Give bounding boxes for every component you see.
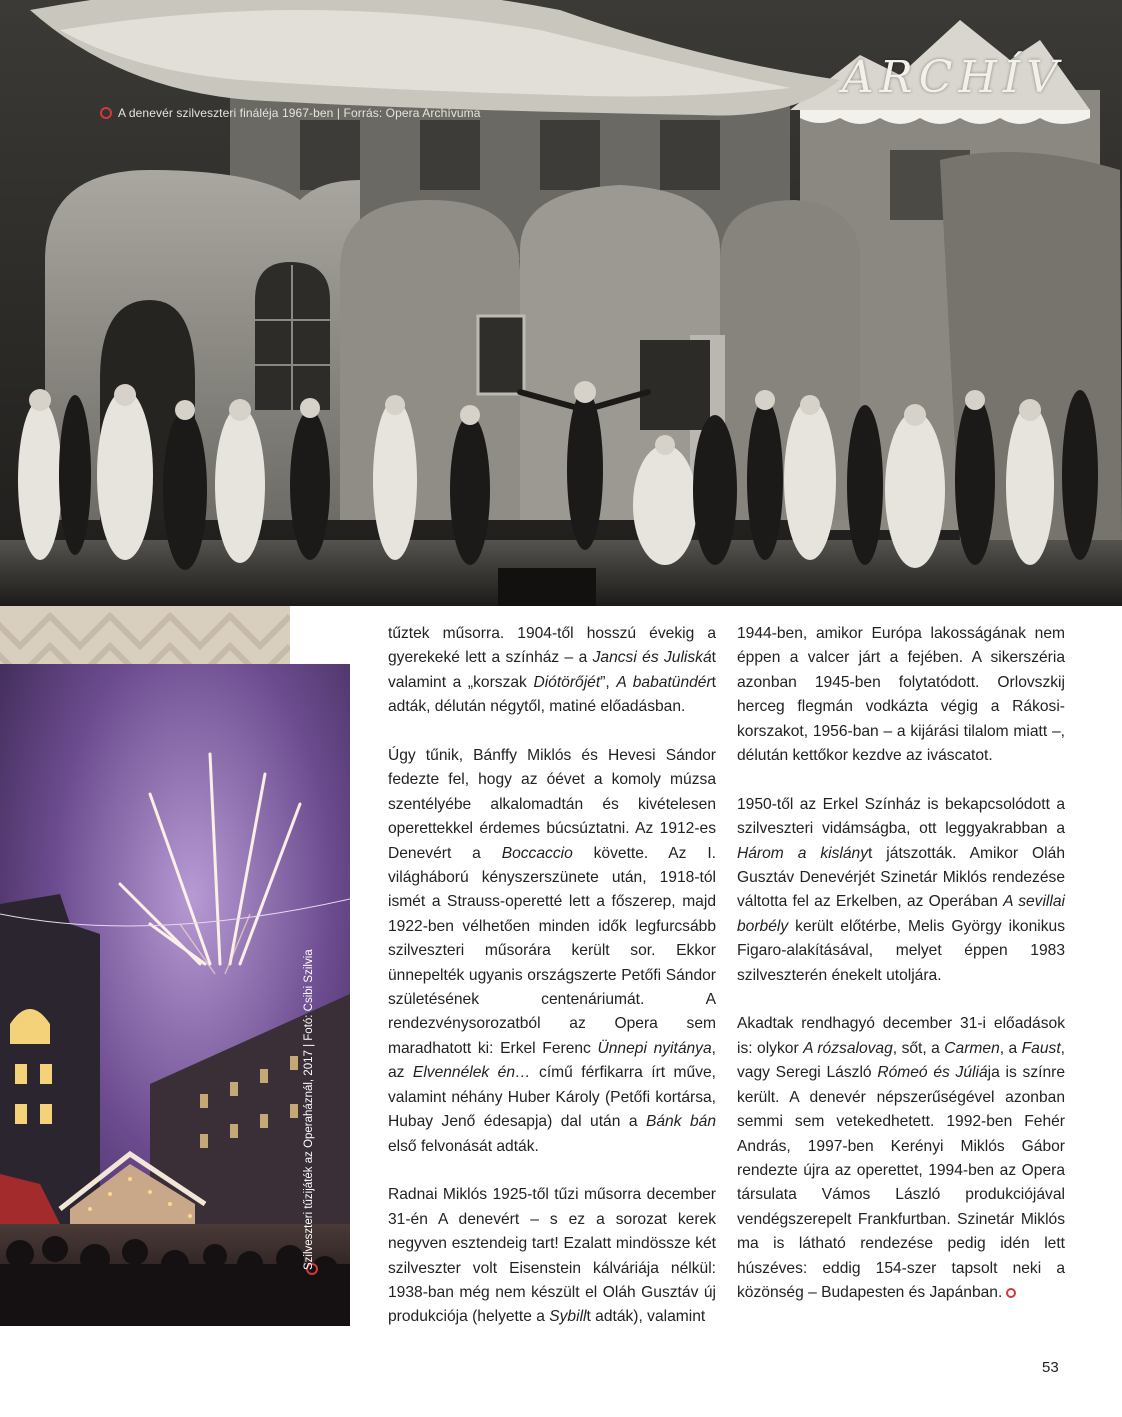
page-number: 53 xyxy=(1042,1359,1059,1376)
text-column-right xyxy=(737,622,1065,1305)
italic-title-text: Elvennélek én… xyxy=(412,1064,531,1082)
paragraph-text: t játszották. Amikor Oláh Gusztáv Denevérjét Szinetár Miklós rendezése váltotta fel az Erkelben, az Operában xyxy=(737,844,1065,911)
text-column-left xyxy=(388,622,716,1330)
paragraph-text: ja is színre került. A denevér népszerűségével azonban semmi sem vetekedhetett. 1992-ben Fehér András, 1997-ben Kerényi Miklós Gábor rendezte újra az operettet, 1994-ben az Opera társulata Vámos László produkciójával vendégszerepelt Frankfurtban. Szinetár Miklós ma is látható rendezése pedig idén lett húszéves: eddig 154-szer tapsolt neki a közönség – Budapesten és Japánban. xyxy=(737,1064,1065,1301)
paragraph-text: Akadtak rendhagyó december 31-i előadások is: olykor xyxy=(737,1015,1065,1057)
paragraph-text: t adták), valamint xyxy=(586,1308,706,1326)
paragraph-text: t valamint a „korszak xyxy=(388,649,716,691)
paragraph-text: , sőt, a xyxy=(892,1039,945,1057)
paragraph-text: 1950-től az Erkel Színház is bekapcsolódott a szilveszteri vidámságba, ott leggyakrabban a xyxy=(737,795,1065,838)
italic-title-text: A babatündér xyxy=(616,673,712,691)
paragraph-text: 1944-ben, amikor Európa lakosságának nem éppen a valcer járt a fejében. A sikerszéria azonban 1945-ben folytatódott. Orlovszkij herceg flegmán vodkázta végig a Rákosi-korszakot, 1956-ban – a kijárási tilalom miatt –, délután kettőkor kezdve az iváscatot. xyxy=(737,625,1065,765)
caption-marker-icon xyxy=(100,107,112,119)
italic-title-text: Faust xyxy=(1021,1039,1061,1057)
body-paragraph xyxy=(737,793,1065,988)
paragraph-text: című férfikarra írt műve, valamint néhány Huber Károly (Petőfi kortársa, Hubay Jenő édesapja) dal után a xyxy=(388,1064,716,1131)
photo-caption: A denevér szilveszteri fináléja 1967-ben | Forrás: Opera Archívuma xyxy=(118,106,481,120)
paragraph-text: követte. Az I. világháború kényszerszünete után, 1918-tól ismét a Strauss-operetté lett a főszerep, majd 1922-ben vélhetően minden idők legfurcsább szilveszteri műsorára került sor. Ekkor ünnepelték ugyanis országszerte Petőfi Sándor születésének centenáriumát. A rendezvénysorozatból az Opera sem maradhatott ki: Erkel Ferenc xyxy=(388,844,716,1057)
zigzag-pattern xyxy=(0,606,290,664)
body-paragraph xyxy=(388,744,716,1159)
italic-title-text: A rózsalovag xyxy=(803,1039,893,1057)
article-end-marker-icon xyxy=(1006,1288,1016,1298)
paragraph-text: első felvonását adták. xyxy=(388,1137,539,1155)
body-paragraph xyxy=(737,622,1065,768)
italic-title-text: Ünnepi nyitánya xyxy=(597,1039,712,1057)
italic-title-text: Boccaccio xyxy=(501,844,573,862)
paragraph-text: tűztek műsorra. 1904-től hosszú évekig a gyerekeké lett a színház – a xyxy=(388,625,716,667)
decorative-panel xyxy=(0,606,290,664)
italic-title-text: Rómeó és Júliá xyxy=(877,1064,988,1082)
italic-title-text: Carmen xyxy=(944,1039,1000,1057)
paragraph-text: , a xyxy=(999,1039,1022,1057)
italic-title-text: Diótörőjét xyxy=(533,673,601,691)
paragraph-text: került előtérbe, Melis György ikonikus Figaro-alakításával, melyet éppen 1983 szilveszterén énekelt utoljára. xyxy=(737,917,1065,984)
paragraph-text: Radnai Miklós 1925-től tűzi műsorra december 31-én A denevért – s ez a sorozat kerek negyven esztendeig tart! Ezalatt mindössze két szilveszter volt Eisenstein kálváriája nélkül: 1938-ban még nem készült el Oláh Gusztáv új produkciója (helyette a xyxy=(388,1186,716,1326)
paragraph-text: t adták, délután négytől, matiné előadásban. xyxy=(388,673,716,716)
italic-title-text: Bánk bán xyxy=(645,1113,716,1131)
italic-title-text: Jancsi és Juliská xyxy=(592,649,712,667)
side-photo-caption: Szilveszteri tűzijáték az Operaháznál, 2017 | Fotó: Csibi Szilvia xyxy=(303,949,315,1270)
italic-title-text: Három a kislány xyxy=(737,844,869,862)
paragraph-text: ”, xyxy=(600,673,617,691)
body-paragraph xyxy=(388,1183,716,1329)
paragraph-text: , az xyxy=(388,1039,716,1082)
body-paragraph xyxy=(737,1012,1065,1305)
fireworks-photo xyxy=(0,664,350,1326)
paragraph-text: Úgy tűnik, Bánffy Miklós és Hevesi Sándor fedezte fel, hogy az óévet a komoly múzsa szentélyébe alkalomadtán és kivételesen operettekkel érdemes búcsúztatni. Az 1912-es Denevért a xyxy=(388,747,716,862)
archive-stage-photo xyxy=(0,0,1122,606)
paragraph-text: , vagy Seregi László xyxy=(737,1039,1065,1082)
fireworks-scene-illustration xyxy=(0,664,350,1326)
italic-title-text: A sevillai borbély xyxy=(737,893,1065,935)
body-paragraph xyxy=(388,622,716,720)
italic-title-text: Sybill xyxy=(549,1308,587,1326)
section-title: ARCHÍV xyxy=(841,52,1064,103)
